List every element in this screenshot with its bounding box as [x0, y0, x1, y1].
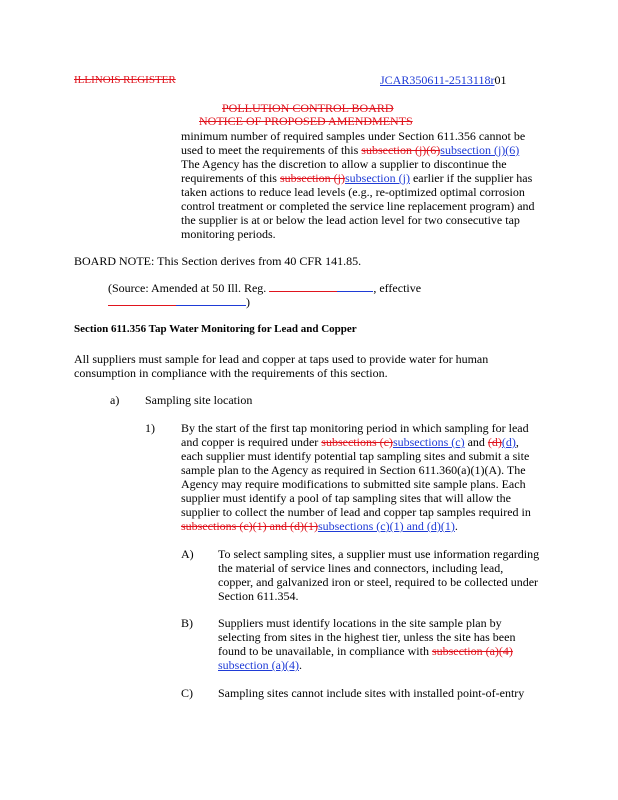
text-line: taken actions to reduce lead levels (e.g., re-optimized optimal corrosion — [181, 185, 525, 199]
section-heading: Section 611.356 Tap Water Monitoring for Lead and Copper — [74, 323, 357, 335]
jcar-code-suffix: 01 — [494, 73, 507, 87]
source-ill-reg: 0 Ill. Reg. — [218, 281, 270, 295]
item-1-label: 1) — [145, 421, 155, 435]
deleted-text: subsection (a)(4) — [431, 644, 513, 658]
item-A-paragraph — [218, 547, 539, 603]
jcar-code-main: JCAR350611-2513118r — [380, 73, 495, 87]
text-line — [181, 171, 535, 185]
text-line — [181, 435, 531, 449]
text-line: selecting from sites in the highest tier, unless the site has been — [218, 630, 516, 644]
text-line: By the start of the first tap monitoring period in which sampling for lead — [181, 421, 529, 435]
inserted-text: subsections (c) — [392, 435, 465, 449]
text-line: supplier to collect the number of lead and copper tap samples required in — [181, 505, 531, 519]
text-run: earlier if the supplier has — [409, 171, 533, 185]
text-line: sample plan to the Agency as required in Section 611.360(a)(1)(A). The — [181, 463, 526, 477]
text-run: The Agency — [181, 157, 243, 171]
text-line: monitoring periods. — [181, 227, 276, 241]
text-line: All suppliers must sample for lead and copper at taps used to provide water for human — [74, 352, 489, 366]
deleted-text: subsection (j)(6) — [361, 143, 441, 157]
item-A-label: A) — [181, 547, 194, 561]
text-line: control treatment or completed the service line replacement program) and — [181, 199, 535, 213]
intro-paragraph — [74, 352, 488, 380]
text-line: each supplier must identify potential tap sampling sites and submit a site — [181, 449, 530, 463]
inserted-text: (d) — [501, 435, 516, 449]
text-line: Section 611.354. — [218, 589, 299, 603]
blank-date — [108, 295, 176, 306]
source-effective: , effective — [373, 281, 422, 295]
text-run: , — [515, 435, 519, 449]
text-line — [218, 644, 515, 658]
item-B-label: B) — [181, 616, 193, 630]
text-line — [218, 658, 515, 672]
text-line: consumption in compliance with the requirements of this section. — [74, 366, 388, 380]
text-line: Agency may require modifications to submitted site sample plans. Each — [181, 477, 526, 491]
inserted-text: subsection (j)(6) — [440, 143, 520, 157]
text-line: Suppliers must identify locations in the site sample plan by — [218, 616, 502, 630]
text-line — [181, 143, 535, 157]
text-run: and — [464, 435, 488, 449]
deleted-text: subsections (c) — [321, 435, 393, 449]
source-prefix: (Source: Amended at 5 — [108, 281, 219, 295]
inserted-text: subsections (c)(1) and (d)(1) — [317, 519, 455, 533]
deleted-text: subsections (c)(1) and (d)(1) — [181, 519, 318, 533]
continuation-paragraph — [181, 129, 535, 241]
item-C-label: C) — [181, 686, 193, 700]
deleted-text: subsection (j) — [279, 171, 345, 185]
text-run: requirements of this — [181, 171, 280, 185]
text-line: To select sampling sites, a supplier must use information regarding — [218, 547, 540, 561]
text-line: the material of service lines and connectors, including lead, — [218, 561, 504, 575]
text-line: supplier must identify a pool of tap sampling sites that will allow the — [181, 491, 511, 505]
text-run: used to meet the requirements of this — [181, 143, 362, 157]
board-note: BOARD NOTE: This Section derives from 40 CFR 141.85. — [74, 254, 362, 268]
text-run: and copper is required under — [181, 435, 322, 449]
text-run: . — [298, 658, 302, 672]
item-C-paragraph — [218, 686, 524, 700]
text-line — [181, 519, 531, 533]
inserted-text: subsection (j) — [344, 171, 410, 185]
item-1-paragraph — [181, 421, 531, 533]
text-line: minimum number of required samples under Section 611.356 cannot be — [181, 129, 526, 143]
text-run: has the discretion to allow a supplier to discontinue the — [242, 157, 507, 171]
text-line: Sampling sites cannot include sites with installed point-of-entry — [218, 686, 525, 700]
item-a-title: Sampling site location — [145, 393, 253, 407]
jcar-code — [380, 73, 506, 87]
text-run: . — [454, 519, 458, 533]
blank-volume — [269, 281, 337, 292]
source-close: ) — [246, 295, 250, 309]
source-line-2 — [108, 295, 250, 309]
blank-date-inserted — [176, 295, 246, 306]
text-run: found to be unavailable, in compliance with — [218, 644, 432, 658]
notice-title: NOTICE OF PROPOSED AMENDMENTS — [199, 114, 413, 128]
item-B-paragraph — [218, 616, 515, 672]
blank-page — [337, 281, 373, 292]
register-title: ILLINOIS REGISTER — [74, 74, 176, 86]
text-line: the supplier is at or below the lead action level for two consecutive tap — [181, 213, 520, 227]
inserted-text: subsection (a)(4) — [218, 658, 299, 672]
text-line — [181, 157, 535, 171]
board-name: POLLUTION CONTROL BOARD — [222, 101, 394, 115]
item-a-label: a) — [110, 393, 120, 407]
deleted-text: (d) — [487, 435, 502, 449]
source-line — [108, 281, 421, 295]
text-line: copper, and galvanized iron or steel, required to be collected under — [218, 575, 539, 589]
